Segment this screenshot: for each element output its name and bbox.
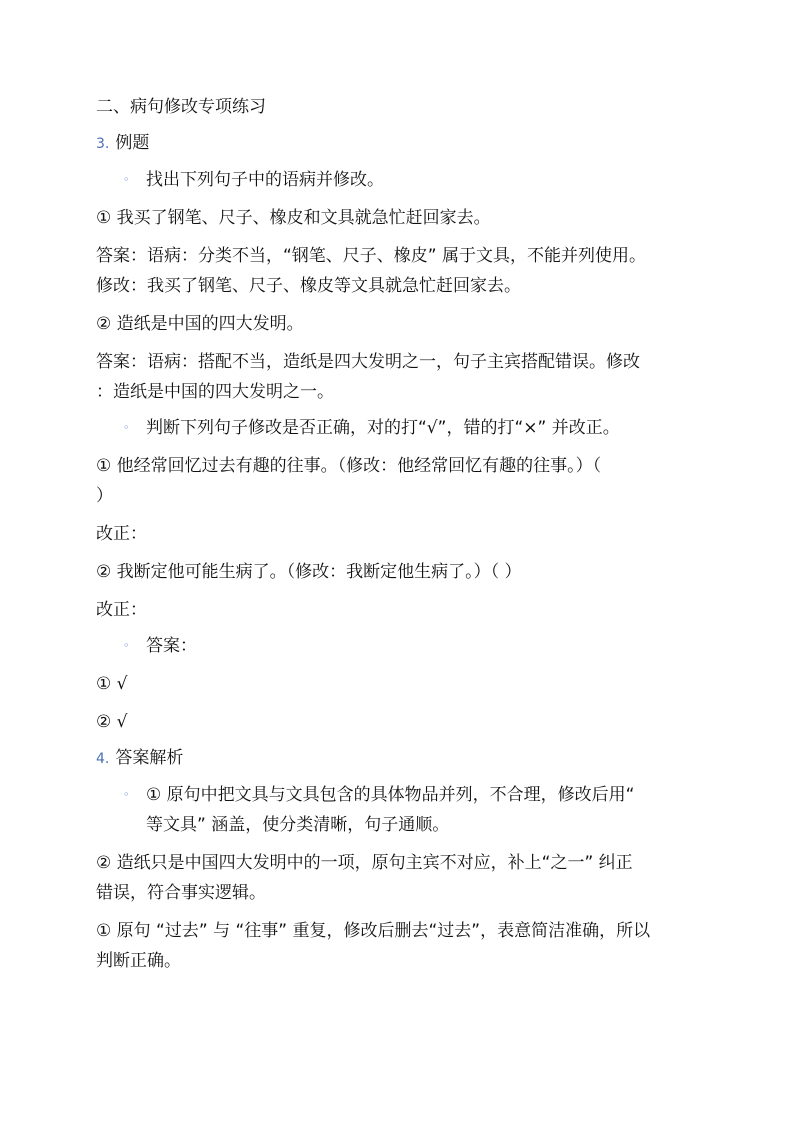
q4-title: 答案解析	[115, 748, 184, 768]
q4-heading	[96, 743, 700, 774]
q3-bullet-find-errors	[96, 165, 700, 195]
q3-bullet2-text: 判断下列句子修改是否正确，对的打“√”，错的打“×” 并改正。	[146, 418, 620, 438]
q3-bullet-judge	[96, 413, 700, 443]
q3-answer-judge1: ① √	[96, 674, 128, 694]
section-title: 二、病句修改专项练习	[96, 97, 266, 117]
q3-judge1-line1: ① 他经常回忆过去有趣的往事。（修改：他经常回忆有趣的往事。）（	[96, 456, 602, 476]
q3-bullet-answer	[96, 631, 700, 661]
q3-answer2-line2: ：造纸是中国的四大发明之一。	[96, 382, 334, 402]
q4-para2-line1: ② 造纸只是中国四大发明中的一项，原句主宾不对应，补上“之一” 纠正	[96, 853, 633, 873]
q3-judge2: ② 我断定他可能生病了。（修改：我断定他生病了。）（ ）	[96, 562, 522, 582]
bullet-icon: ◦	[123, 788, 130, 801]
q4-analysis3	[96, 916, 700, 976]
document-page	[96, 92, 700, 976]
q3-answer1-line1: 答案：语病：分类不当，“钢笔、尺子、橡皮” 属于文具，不能并列使用。	[96, 246, 647, 266]
q3-correct-label1: 改正：	[96, 524, 147, 544]
q3-answer2-line1: 答案：语病：搭配不当，造纸是四大发明之一，句子主宾搭配错误。修改	[96, 352, 640, 372]
bullet-icon: ◦	[123, 421, 130, 434]
q4-para3-line1: ① 原句 “过去” 与 “往事” 重复，修改后删去“过去”，表意简洁准确，所以	[96, 921, 651, 941]
bullet-icon: ◦	[123, 639, 130, 652]
q4-analysis2	[96, 848, 700, 908]
q4-para2-line2: 错误，符合事实逻辑。	[96, 883, 266, 903]
q3-item1: ① 我买了钢笔、尺子、橡皮和文具就急忙赶回家去。	[96, 208, 491, 228]
q4-bullet-analysis1	[96, 780, 700, 840]
q3-number: 3.	[96, 136, 110, 152]
q3-heading	[96, 128, 700, 159]
q4-bullet1-line1: ① 原句中把文具与文具包含的具体物品并列，不合理，修改后用“	[146, 785, 635, 805]
q3-bullet1-text: 找出下列句子中的语病并修改。	[146, 170, 384, 190]
q4-para3-line2: 判断正确。	[96, 951, 181, 971]
q4-bullet1-line2: 等文具” 涵盖，使分类清晰，句子通顺。	[146, 815, 450, 835]
q3-correct-label2: 改正：	[96, 600, 147, 620]
q3-answer-judge2: ② √	[96, 712, 128, 732]
bullet-icon: ◦	[123, 173, 130, 186]
q3-item2: ② 造纸是中国的四大发明。	[96, 314, 304, 334]
q3-judge1-line2: ）	[96, 486, 113, 506]
q3-title: 例题	[115, 133, 150, 153]
q3-answer1	[96, 241, 700, 301]
q3-answer1-line2: 修改：我买了钢笔、尺子、橡皮等文具就急忙赶回家去。	[96, 276, 521, 296]
q4-number: 4.	[96, 751, 110, 767]
q3-judge1	[96, 451, 700, 511]
q3-bullet3-text: 答案：	[146, 636, 197, 656]
q3-answer2	[96, 347, 700, 407]
